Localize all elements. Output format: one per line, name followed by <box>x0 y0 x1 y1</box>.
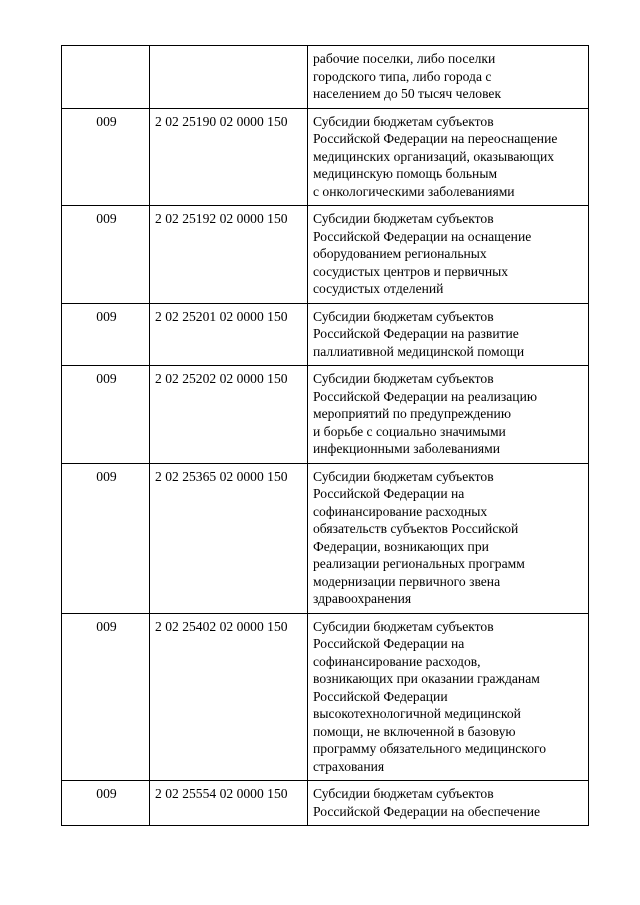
administrator-code-cell: 009 <box>62 463 150 613</box>
revenue-code-cell: 2 02 25202 02 0000 150 <box>150 366 308 464</box>
text-line: Российской Федерации <box>313 688 448 704</box>
revenue-name-cell <box>308 463 589 613</box>
table-row <box>62 108 589 206</box>
text-line: программу обязательного медицинского <box>313 741 547 756</box>
text-line: обязательств субъектов Российской <box>313 521 519 536</box>
revenue-name-cell <box>308 366 589 464</box>
text-line: Российской Федерации на переоснащение <box>313 131 558 146</box>
revenue-name-cell <box>308 781 589 826</box>
text-line: Субсидии бюджетам субъектов <box>313 618 494 634</box>
table-row <box>62 613 589 781</box>
administrator-code-cell: 009 <box>62 206 150 304</box>
text-line: мероприятий по предупреждению <box>313 406 511 421</box>
table-row <box>62 366 589 464</box>
revenue-code-cell <box>150 46 308 109</box>
administrator-code-cell: 009 <box>62 781 150 826</box>
text-line: Российской Федерации на реализацию <box>313 388 538 404</box>
administrator-code-cell: 009 <box>62 613 150 781</box>
table-row <box>62 781 589 826</box>
text-line: Российской Федерации на оснащение <box>313 228 532 244</box>
revenue-code-cell: 2 02 25402 02 0000 150 <box>150 613 308 781</box>
text-line: Российской Федерации на развитие <box>313 326 519 341</box>
revenue-codes-table <box>61 45 589 826</box>
text-line: Российской Федерации на <box>313 636 465 651</box>
revenue-code-cell: 2 02 25365 02 0000 150 <box>150 463 308 613</box>
text-line: оборудованием региональных <box>313 246 487 261</box>
revenue-code-cell: 2 02 25554 02 0000 150 <box>150 781 308 826</box>
table-body <box>62 46 589 826</box>
revenue-name-cell <box>308 303 589 366</box>
text-line: Субсидии бюджетам субъектов <box>313 113 494 129</box>
text-line: паллиативной медицинской помощи <box>313 343 525 359</box>
text-line: высокотехнологичной медицинской <box>313 706 521 721</box>
text-line: Российской Федерации на <box>313 486 465 501</box>
table-row <box>62 463 589 613</box>
administrator-code-cell: 009 <box>62 366 150 464</box>
text-line: Субсидии бюджетам субъектов <box>313 308 494 324</box>
text-line: софинансирование расходов, <box>313 653 481 669</box>
text-line: инфекционными заболеваниями <box>313 441 501 456</box>
revenue-name-cell <box>308 206 589 304</box>
text-line: рабочие поселки, либо поселки <box>313 51 496 66</box>
text-line: здравоохранения <box>313 591 412 606</box>
text-line: возникающих при оказании гражданам <box>313 671 540 686</box>
revenue-code-cell: 2 02 25190 02 0000 150 <box>150 108 308 206</box>
revenue-name-cell <box>308 46 589 109</box>
revenue-name-cell <box>308 108 589 206</box>
administrator-code-cell <box>62 46 150 109</box>
text-line: и борьбе с социально значимыми <box>313 423 506 439</box>
administrator-code-cell: 009 <box>62 303 150 366</box>
text-line: Российской Федерации на обеспечение <box>313 803 541 819</box>
text-line: Субсидии бюджетам субъектов <box>313 371 494 386</box>
text-line: населением до 50 тысяч человек <box>313 86 502 101</box>
text-line: модернизации первичного звена <box>313 573 501 589</box>
text-line: помощи, не включенной в базовую <box>313 723 516 739</box>
text-line: Субсидии бюджетам субъектов <box>313 211 494 226</box>
text-line: медицинскую помощь больным <box>313 166 498 181</box>
text-line: софинансирование расходных <box>313 503 488 519</box>
text-line: Федерации, возникающих при <box>313 538 489 554</box>
table-row <box>62 46 589 109</box>
table-row <box>62 206 589 304</box>
text-line: сосудистых отделений <box>313 281 444 296</box>
text-line: Субсидии бюджетам субъектов <box>313 468 494 484</box>
text-line: страхования <box>313 758 385 774</box>
revenue-name-cell <box>308 613 589 781</box>
text-line: сосудистых центров и первичных <box>313 263 509 279</box>
table-row <box>62 303 589 366</box>
revenue-code-cell: 2 02 25201 02 0000 150 <box>150 303 308 366</box>
text-line: с онкологическими заболеваниями <box>313 183 515 199</box>
revenue-code-cell: 2 02 25192 02 0000 150 <box>150 206 308 304</box>
administrator-code-cell: 009 <box>62 108 150 206</box>
text-line: медицинских организаций, оказывающих <box>313 148 555 164</box>
text-line: Субсидии бюджетам субъектов <box>313 786 494 801</box>
text-line: городского типа, либо города с <box>313 68 492 84</box>
text-line: реализации региональных программ <box>313 556 525 571</box>
